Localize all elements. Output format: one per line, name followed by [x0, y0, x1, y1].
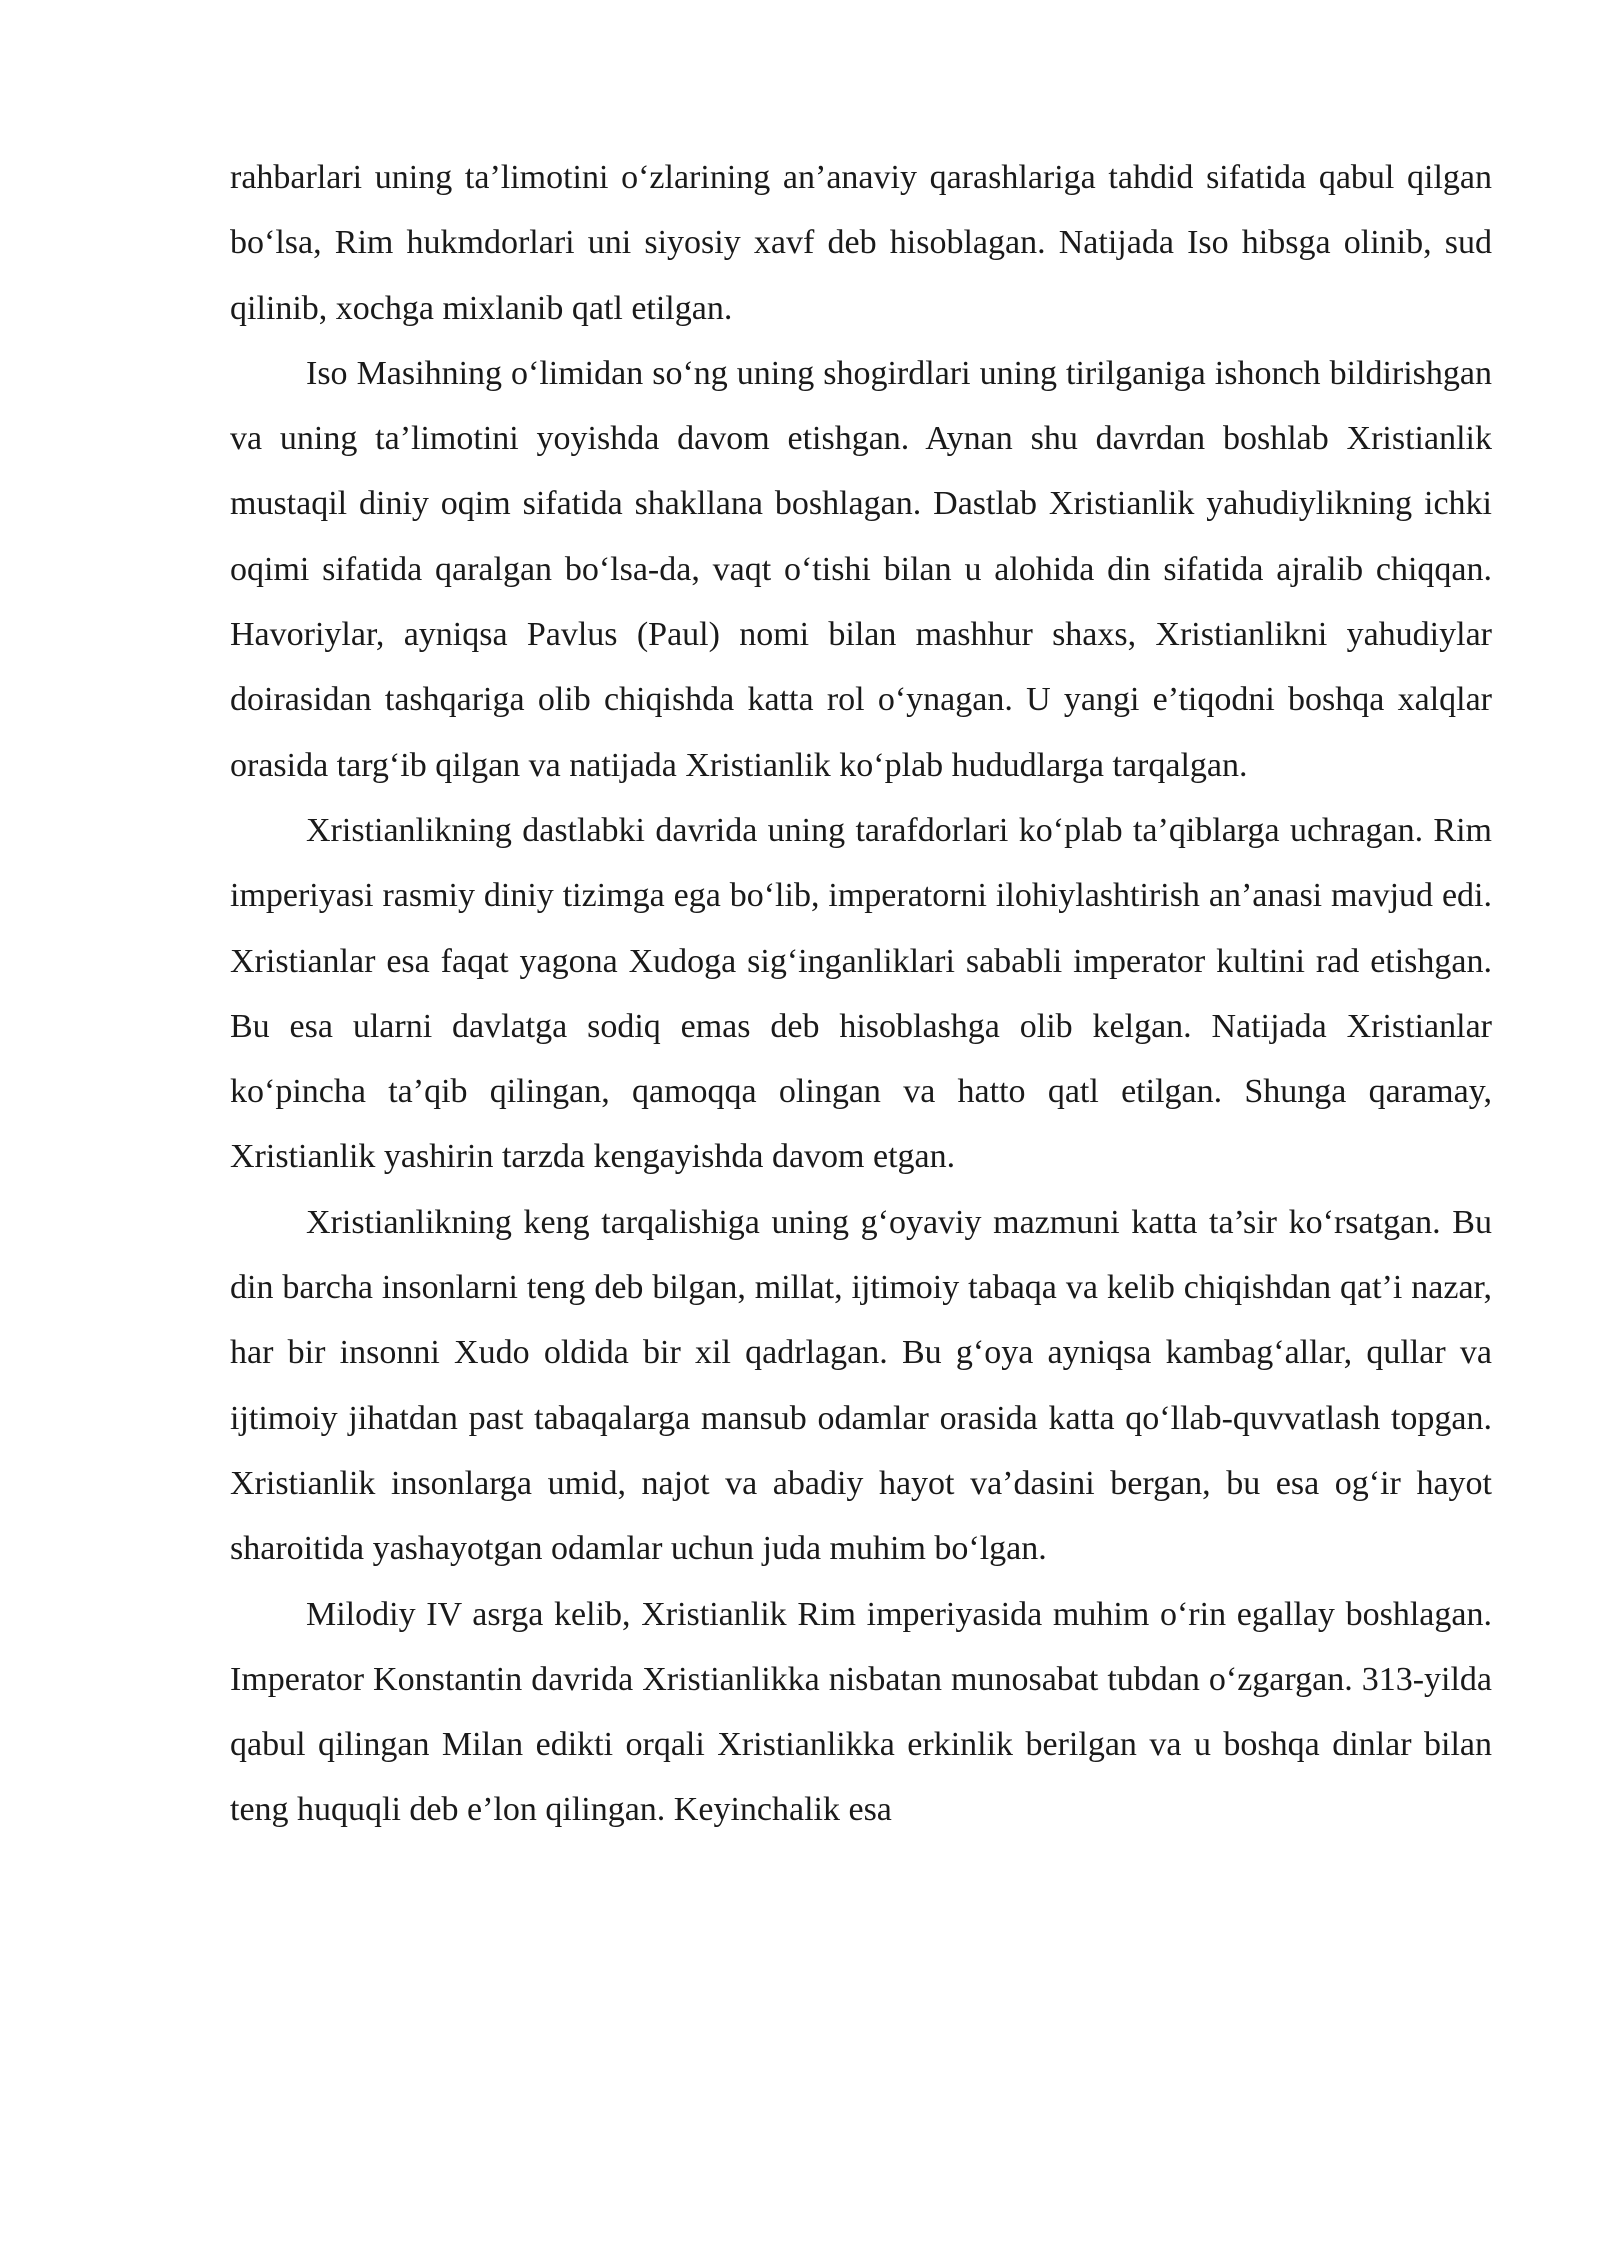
document-body	[230, 145, 1492, 1843]
paragraph-4: Xristianlikning keng tarqalishiga uning g‘oyaviy mazmuni katta ta’sir ko‘rsatgan. Bu din barcha insonlarni teng deb bilgan, millat, ijtimoiy tabaqa va kelib chiqishdan qat’i nazar, har bir insonni Xudo oldida bir xil qadrlagan. Bu g‘oya ayniqsa kambag‘allar, qullar va ijtimoiy jihatdan past tabaqalarga mansub odamlar orasida katta qo‘llab-quvvatlash topgan. Xristianlik insonlarga umid, najot va abadiy hayot va’dasini bergan, bu esa og‘ir hayot sharoitida yashayotgan odamlar uchun juda muhim bo‘lgan.	[230, 1203, 1492, 1568]
paragraph-1: rahbarlari uning ta’limotini o‘zlarining an’anaviy qarashlariga tahdid sifatida qabul qilgan bo‘lsa, Rim hukmdorlari uni siyosiy xavf deb hisoblagan. Natijada Iso hibsga olinib, sud qilinib, xochga mixlanib qatl etilgan.	[230, 159, 1492, 327]
paragraph-2: Iso Masihning o‘limidan so‘ng uning shogirdlari uning tirilganiga ishonch bildirishgan va uning ta’limotini yoyishda davom etishgan. Aynan shu davrdan boshlab Xristianlik mustaqil diniy oqim sifatida shakllana boshlagan. Dastlab Xristianlik yahudiylikning ichki oqimi sifatida qaralgan bo‘lsa-da, vaqt o‘tishi bilan u alohida din sifatida ajralib chiqqan. Havoriylar, ayniqsa Pavlus (Paul) nomi bilan mashhur shaxs, Xristianlikni yahudiylar doirasidan tashqariga olib chiqishda katta rol o‘ynagan. U yangi e’tiqodni boshqa xalqlar orasida targ‘ib qilgan va natijada Xristianlik ko‘plab hududlarga tarqalgan.	[230, 354, 1492, 784]
paragraph-3: Xristianlikning dastlabki davrida uning tarafdorlari ko‘plab ta’qiblarga uchragan. Rim imperiyasi rasmiy diniy tizimga ega bo‘lib, imperatorni ilohiylashtirish an’anasi mavjud edi. Xristianlar esa faqat yagona Xudoga sig‘inganliklari sababli imperator kultini rad etishgan. Bu esa ularni davlatga sodiq emas deb hisoblashga olib kelgan. Natijada Xristianlar ko‘pincha ta’qib qilingan, qamoqqa olingan va hatto qatl etilgan. Shunga qaramay, Xristianlik yashirin tarzda kengayishda davom etgan.	[230, 811, 1492, 1176]
paragraph-5: Milodiy IV asrga kelib, Xristianlik Rim imperiyasida muhim o‘rin egallay boshlagan. Imperator Konstantin davrida Xristianlikka nisbatan munosabat tubdan o‘zgargan. 313-yilda qabul qilingan Milan edikti orqali Xristianlikka erkinlik berilgan va u boshqa dinlar bilan teng huquqli deb e’lon qilingan. Keyinchalik esa	[230, 1595, 1492, 1829]
